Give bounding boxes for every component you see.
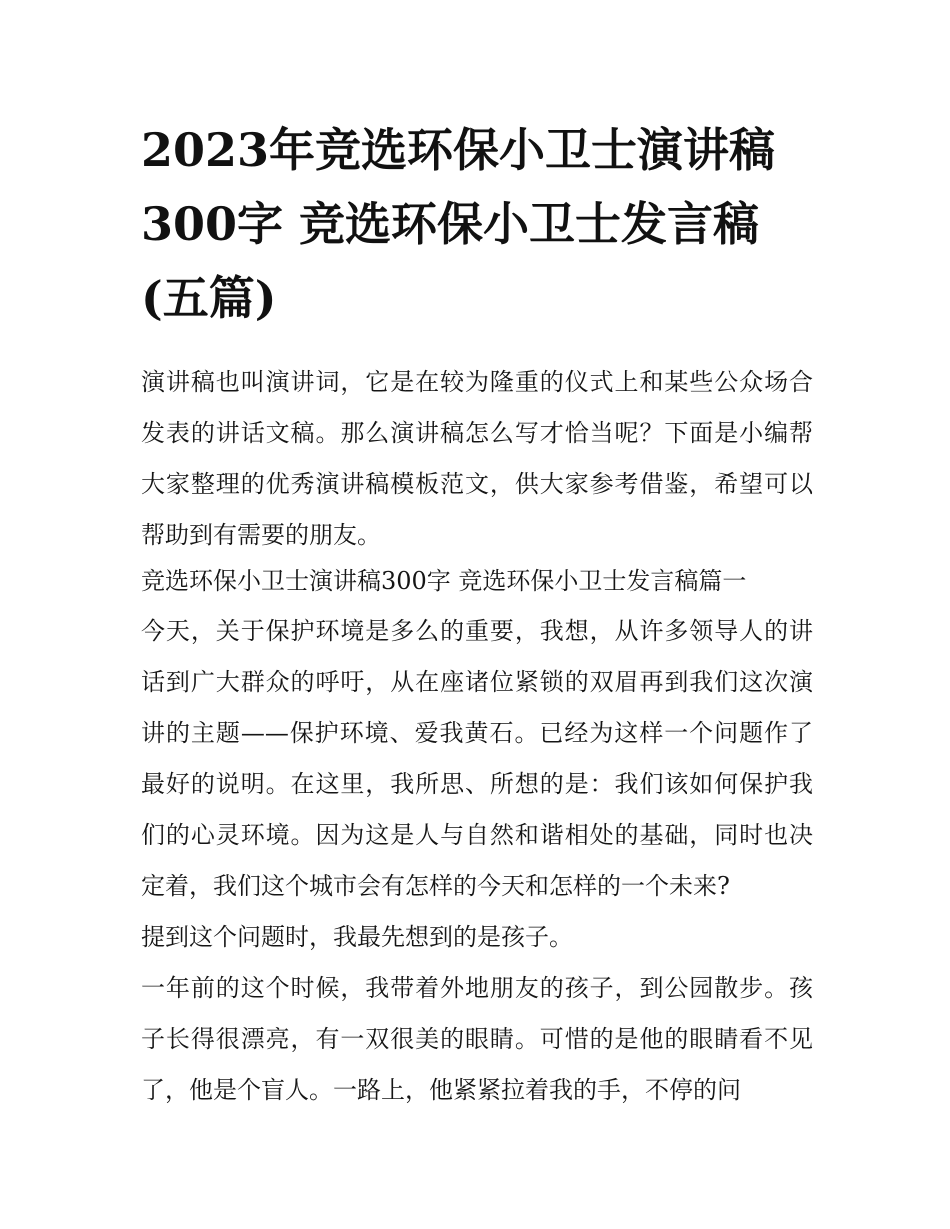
title-line: (五篇) [141, 271, 277, 325]
text-line: 最好的说明。在这里，我所思、所想的是：我们该如何保护我 [141, 770, 813, 798]
paragraph-intro [141, 357, 813, 561]
text-line: 讲的主题——保护环境、爱我黄石。已经为这样一个问题作了 [141, 719, 813, 747]
text-line: 提到这个问题时，我最先想到的是孩子。 [141, 923, 573, 951]
paragraph-body [141, 912, 813, 963]
text-line: 演讲稿也叫演讲词，它是在较为隆重的仪式上和某些公众场合 [141, 368, 813, 396]
text-line: 了，他是个盲人。一路上，他紧紧拉着我的手，不停的问 [141, 1076, 741, 1104]
text-line: 定着，我们这个城市会有怎样的今天和怎样的一个未来? [141, 872, 730, 900]
document-page [141, 0, 813, 1229]
title-line: 2023年竞选环保小卫士演讲稿 [141, 123, 776, 177]
paragraph-body [141, 963, 813, 1116]
text-line: 大家整理的优秀演讲稿模板范文，供大家参考借鉴，希望可以 [141, 470, 813, 498]
text-line: 帮助到有需要的朋友。 [141, 521, 381, 549]
text-line: 发表的讲话文稿。那么演讲稿怎么写才恰当呢？下面是小编帮 [141, 419, 813, 447]
section-heading [141, 556, 813, 607]
text-line: 一年前的这个时候，我带着外地朋友的孩子，到公园散步。孩 [141, 974, 813, 1002]
document-title [141, 113, 813, 335]
text-line: 话到广大群众的呼吁，从在座诸位紧锁的双眉再到我们这次演 [141, 668, 813, 696]
text-line: 竞选环保小卫士演讲稿300字 竞选环保小卫士发言稿篇一 [141, 567, 747, 595]
text-line: 子长得很漂亮，有一双很美的眼睛。可惜的是他的眼睛看不见 [141, 1025, 813, 1053]
text-line: 们的心灵环境。因为这是人与自然和谐相处的基础，同时也决 [141, 821, 813, 849]
title-line: 300字 竞选环保小卫士发言稿 [141, 197, 760, 251]
text-line: 今天，关于保护环境是多么的重要，我想，从许多领导人的讲 [141, 617, 813, 645]
paragraph-body [141, 606, 813, 912]
